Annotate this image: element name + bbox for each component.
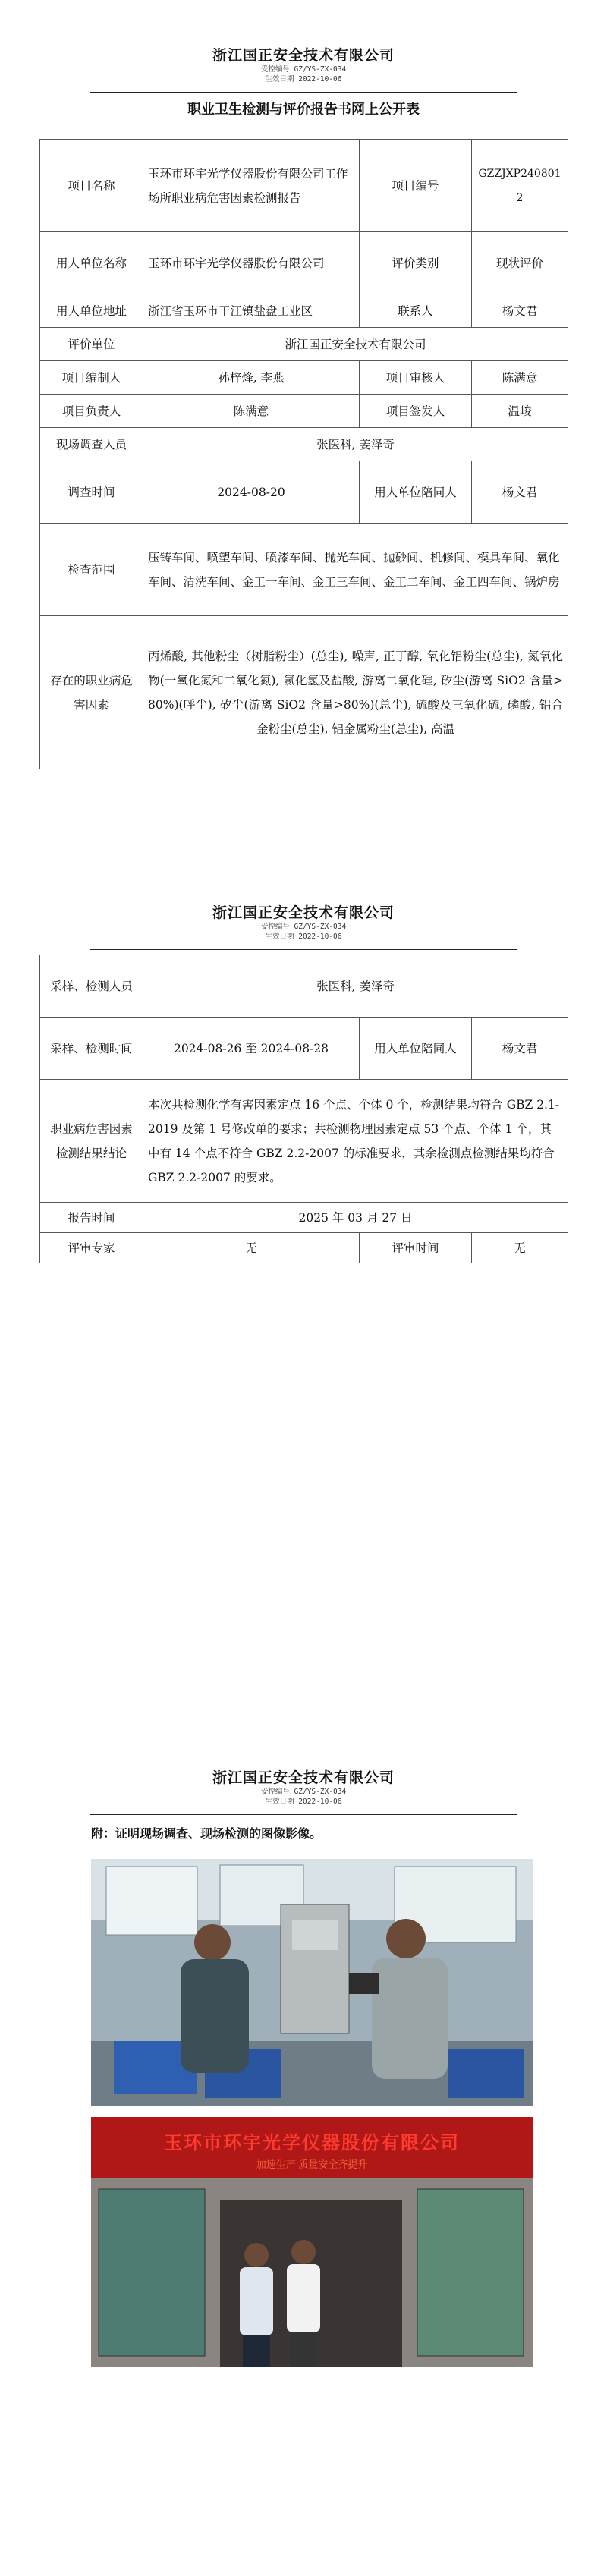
eval-unit-label: 评价单位 (40, 328, 143, 361)
reviewer-value: 陈满意 (472, 361, 568, 395)
project-name-value: 玉环市环宇光学仪器股份有限公司工作场所职业病危害因素检测报告 (143, 140, 360, 232)
survey-time-value: 2024-08-20 (143, 461, 360, 524)
accompany-label: 用人单位陪同人 (360, 461, 472, 524)
header-rule (90, 1814, 517, 1815)
samplers-label: 采样、检测人员 (40, 955, 143, 1018)
document-title: 职业卫生检测与评价报告书网上公开表 (187, 102, 420, 118)
leader-value: 陈满意 (143, 395, 360, 428)
header-rule (90, 949, 517, 950)
page1-header (0, 44, 607, 84)
employer-label: 用人单位名称 (40, 232, 143, 294)
company-name: 浙江国正安全技术有限公司 (212, 904, 395, 921)
compiler-label: 项目编制人 (40, 361, 143, 395)
employer-value: 玉环市环宇光学仪器股份有限公司 (143, 232, 360, 294)
samplers-value: 张医科, 姜泽奇 (143, 955, 568, 1018)
survey-time-label: 调查时间 (40, 461, 143, 524)
address-label: 用人单位地址 (40, 294, 143, 328)
scope-label: 检查范围 (40, 524, 143, 616)
investigators-value: 张医科, 姜泽奇 (143, 428, 568, 461)
control-number: 受控编号 GZ/YS-ZX-034 (260, 65, 347, 74)
eval-type-value: 现状评价 (472, 232, 568, 294)
control-number: 受控编号 GZ/YS-ZX-034 (260, 923, 347, 931)
review-time-label: 评审时间 (360, 1233, 472, 1263)
issuer-value: 温峻 (472, 395, 568, 428)
control-number: 受控编号 GZ/YS-ZX-034 (260, 1788, 347, 1796)
contact-value: 杨文君 (472, 294, 568, 328)
company-name: 浙江国正安全技术有限公司 (212, 47, 395, 64)
banner-text: 玉环市环宇光学仪器股份有限公司 (164, 2133, 460, 2153)
compiler-value: 孙梓烽, 李燕 (143, 361, 360, 395)
experts-value: 无 (143, 1233, 360, 1263)
page2-header (0, 901, 607, 942)
report-time-value: 2025 年 03 月 27 日 (143, 1203, 568, 1233)
reviewer-label: 项目审核人 (360, 361, 472, 395)
entrance-scene-illustration (91, 2117, 533, 2367)
project-no-value: GZZJXP2408012 (472, 140, 568, 232)
conclusion-value: 本次共检测化学有害因素定点 16 个点、个体 0 个，检测结果均符合 GBZ 2.1-2019 及第 1 号修改单的要求；共检测物理因素定点 53 个点、个体 1 个，其中有 14 个点不符合 GBZ 2.2-2007 的标准要求，其余检测点检测结果均符合 GBZ 2.2-2007 的要求。 (143, 1080, 568, 1203)
hazards-label: 存在的职业病危害因素 (40, 616, 143, 769)
workshop-scene-illustration (91, 1859, 533, 2106)
accompany-label: 用人单位陪同人 (360, 1018, 472, 1080)
review-time-value: 无 (472, 1233, 568, 1263)
investigators-label: 现场调查人员 (40, 428, 143, 461)
banner-subtext: 加速生产 质量安全齐提升 (256, 2159, 368, 2170)
sampling-table (39, 955, 568, 1263)
company-entrance-photo (91, 2117, 533, 2367)
scope-value: 压铸车间、喷塑车间、喷漆车间、抛光车间、抛砂间、机修间、模具车间、氧化车间、清洗车间、金工一车间、金工三车间、金工二车间、金工四车间、锅炉房 (143, 524, 568, 616)
project-name-label: 项目名称 (40, 140, 143, 232)
report-time-label: 报告时间 (40, 1203, 143, 1233)
accompany-value: 杨文君 (472, 461, 568, 524)
eval-unit-value: 浙江国正安全技术有限公司 (143, 328, 568, 361)
issuer-label: 项目签发人 (360, 395, 472, 428)
page3-header (0, 1766, 607, 1807)
hazards-value: 丙烯酸, 其他粉尘（树脂粉尘）(总尘), 噪声, 正丁醇, 氧化铝粉尘(总尘), 氮氧化物(一氧化氮和二氧化氮), 氯化氢及盐酸, 游离二氧化硅, 矽尘(游离 SiO2 含量>80%)(呼尘), 矽尘(游离 SiO2 含量>80%)(总尘), 硫酸及三氧化硫, 磷酸, 铝合金粉尘(总尘), 铝金属粉尘(总尘), 高温 (143, 616, 568, 769)
effective-date: 生效日期 2022-10-06 (265, 1798, 342, 1806)
report-info-table (39, 139, 568, 769)
header-rule (90, 92, 517, 93)
contact-label: 联系人 (360, 294, 472, 328)
leader-label: 项目负责人 (40, 395, 143, 428)
accompany-value: 杨文君 (472, 1018, 568, 1080)
conclusion-label: 职业病危害因素检测结果结论 (40, 1080, 143, 1203)
effective-date: 生效日期 2022-10-06 (265, 933, 342, 941)
address-value: 浙江省玉环市干江镇盐盘工业区 (143, 294, 360, 328)
sample-time-label: 采样、检测时间 (40, 1018, 143, 1080)
sample-time-value: 2024-08-26 至 2024-08-28 (143, 1018, 360, 1080)
attachment-title: 附：证明现场调查、现场检测的图像影像。 (91, 1826, 322, 1841)
eval-type-label: 评价类别 (360, 232, 472, 294)
site-inspection-photo (91, 1859, 533, 2106)
project-no-label: 项目编号 (360, 140, 472, 232)
experts-label: 评审专家 (40, 1233, 143, 1263)
company-name: 浙江国正安全技术有限公司 (212, 1769, 395, 1786)
effective-date: 生效日期 2022-10-06 (265, 75, 342, 83)
